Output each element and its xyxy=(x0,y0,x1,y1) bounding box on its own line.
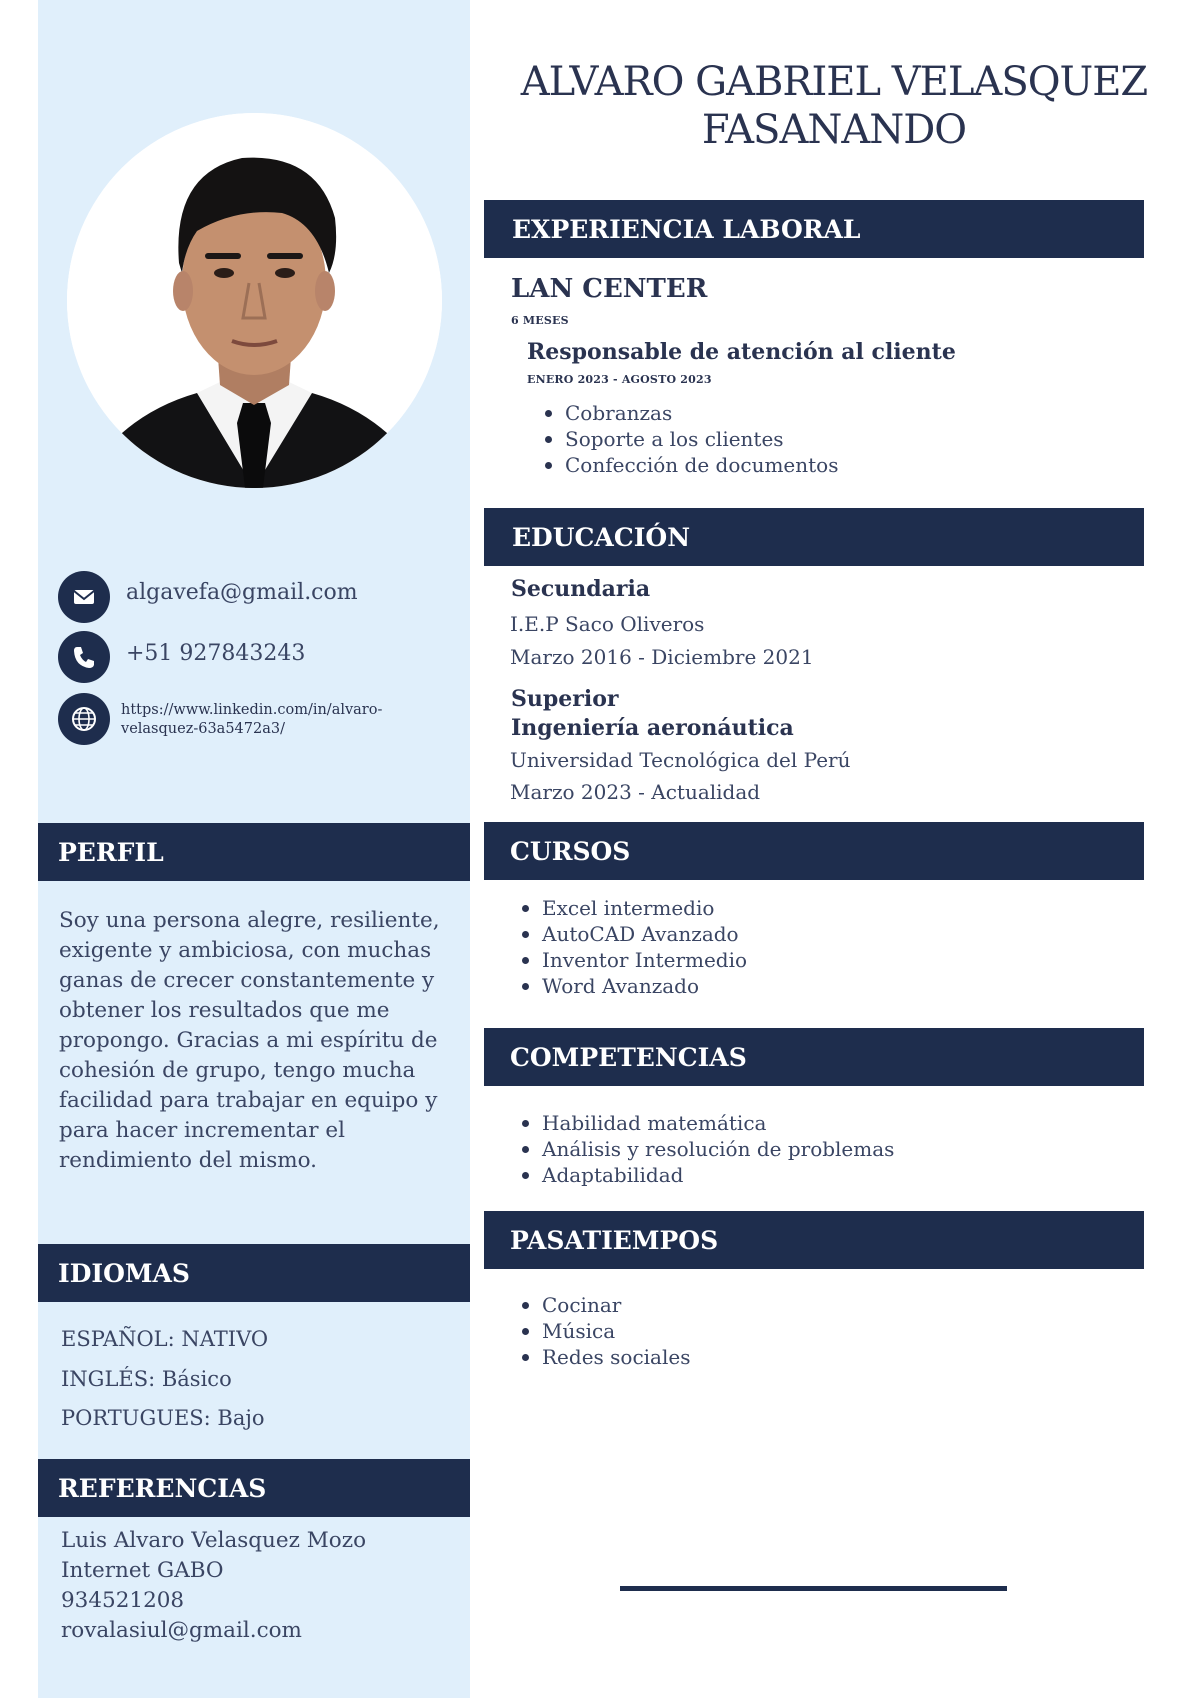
candidate-name xyxy=(484,58,1184,154)
list-item: Habilidad matemática xyxy=(518,1110,894,1136)
mail-icon xyxy=(58,571,110,623)
reference-email: rovalasiul@gmail.com xyxy=(61,1618,302,1643)
name-line-2: FASANANDO xyxy=(701,107,967,153)
reference-company: Internet GABO xyxy=(61,1558,224,1583)
linkedin-link[interactable] xyxy=(121,701,441,739)
list-item: Inventor Intermedio xyxy=(518,947,747,973)
signature-line xyxy=(620,1586,1007,1591)
profile-heading: PERFIL xyxy=(38,823,470,881)
job-period: ENERO 2023 - AGOSTO 2023 xyxy=(527,373,712,386)
hobbies-heading: PASATIEMPOS xyxy=(484,1211,1144,1269)
company-name: LAN CENTER xyxy=(511,274,708,304)
list-item: AutoCAD Avanzado xyxy=(518,921,747,947)
job-role: Responsable de atención al cliente xyxy=(527,339,956,365)
superior-title: Superior xyxy=(511,686,619,712)
list-item: Cobranzas xyxy=(541,400,839,426)
profile-text: Soy una persona alegre, resiliente, exigente y ambiciosa, con muchas ganas de crecer constantemente y obtener los resultados que me propongo. Gracias a mi espíritu de cohesión de grupo, tengo mucha facilidad para trabajar en equipo y para hacer incrementar el rendimiento del mismo. xyxy=(59,908,440,1173)
superior-period: Marzo 2023 - Actualidad xyxy=(510,780,761,804)
language-item: ESPAÑOL: NATIVO xyxy=(61,1327,269,1351)
name-line-1: ALVARO GABRIEL VELASQUEZ xyxy=(520,59,1148,105)
list-item: Cocinar xyxy=(518,1292,690,1318)
superior-career: Ingeniería aeronáutica xyxy=(511,715,794,741)
language-item: PORTUGUES: Bajo xyxy=(61,1406,265,1430)
languages-heading: IDIOMAS xyxy=(38,1244,470,1302)
linkedin-line-1: https://www.linkedin.com/in/alvaro- xyxy=(121,702,383,718)
courses-list xyxy=(518,895,747,999)
skills-list xyxy=(518,1110,894,1188)
references-heading: REFERENCIAS xyxy=(38,1459,470,1517)
secondary-title: Secundaria xyxy=(511,576,651,602)
globe-icon xyxy=(58,693,110,745)
experience-heading: EXPERIENCIA LABORAL xyxy=(484,200,1144,258)
list-item: Adaptabilidad xyxy=(518,1162,894,1188)
list-item: Word Avanzado xyxy=(518,973,747,999)
list-item: Música xyxy=(518,1318,690,1344)
skills-heading: COMPETENCIAS xyxy=(484,1028,1144,1086)
list-item: Confección de documentos xyxy=(541,452,839,478)
list-item: Excel intermedio xyxy=(518,895,747,921)
superior-school: Universidad Tecnológica del Perú xyxy=(510,748,851,772)
experience-duration: 6 MESES xyxy=(511,314,569,327)
secondary-period: Marzo 2016 - Diciembre 2021 xyxy=(510,645,814,669)
linkedin-line-2: velasquez-63a5472a3/ xyxy=(121,721,285,737)
email-text[interactable]: algavefa@gmail.com xyxy=(126,580,358,605)
reference-name: Luis Alvaro Velasquez Mozo xyxy=(61,1528,367,1553)
phone-icon xyxy=(58,631,110,683)
profile-photo xyxy=(67,113,442,488)
reference-phone: 934521208 xyxy=(61,1588,185,1613)
secondary-school: I.E.P Saco Oliveros xyxy=(510,612,705,636)
phone-text[interactable]: +51 927843243 xyxy=(126,641,306,666)
education-heading: EDUCACIÓN xyxy=(484,508,1144,566)
courses-heading: CURSOS xyxy=(484,822,1144,880)
task-list xyxy=(541,400,839,478)
list-item: Redes sociales xyxy=(518,1344,690,1370)
list-item: Soporte a los clientes xyxy=(541,426,839,452)
references-list xyxy=(61,1526,366,1646)
list-item: Análisis y resolución de problemas xyxy=(518,1136,894,1162)
language-item: INGLÉS: Básico xyxy=(61,1367,232,1391)
profile-photo-illustration xyxy=(67,113,442,488)
hobbies-list xyxy=(518,1292,690,1370)
